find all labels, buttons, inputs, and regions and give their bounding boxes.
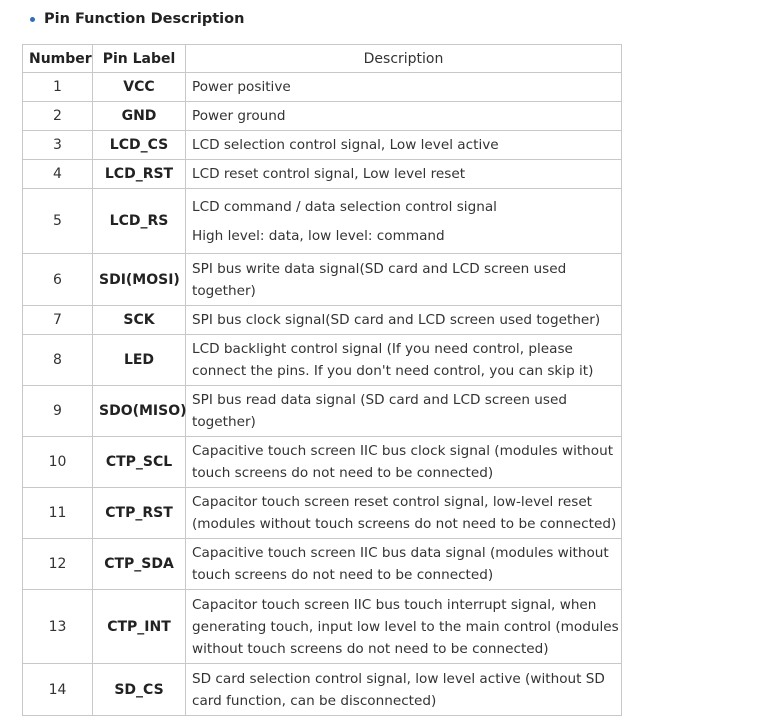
pin-label: LCD_RS: [93, 189, 186, 254]
pin-label: VCC: [93, 73, 186, 102]
header-number: Number: [23, 45, 93, 73]
pin-number: 1: [23, 73, 93, 102]
header-pin-label: Pin Label: [93, 45, 186, 73]
description-line: SPI bus write data signal(SD card and LCD screen used: [192, 260, 567, 277]
pin-label: LCD_RST: [93, 160, 186, 189]
pin-description: [186, 664, 622, 716]
header-description: Description: [186, 45, 622, 73]
pin-number: 8: [23, 335, 93, 386]
pin-number: 4: [23, 160, 93, 189]
pin-number: 6: [23, 254, 93, 306]
section-heading: [30, 8, 244, 30]
pin-description: [186, 131, 622, 160]
description-line: Power ground: [192, 108, 286, 124]
description-line: card function, can be disconnected): [192, 692, 437, 709]
pin-label: GND: [93, 102, 186, 131]
table-row: [23, 386, 622, 437]
description-line: SPI bus read data signal (SD card and LCD screen used: [192, 392, 567, 408]
table-row: [23, 160, 622, 189]
pin-number: 7: [23, 306, 93, 335]
description-line: together): [192, 282, 256, 299]
table-row: [23, 131, 622, 160]
pin-number: 11: [23, 488, 93, 539]
pin-number: 9: [23, 386, 93, 437]
description-line: connect the pins. If you don't need control, you can skip it): [192, 363, 594, 379]
table-row: [23, 335, 622, 386]
pin-description: [186, 335, 622, 386]
table-body: [23, 73, 622, 716]
pin-label: CTP_SCL: [93, 437, 186, 488]
pin-label: CTP_INT: [93, 590, 186, 664]
description-line: together): [192, 414, 256, 430]
table-row: [23, 306, 622, 335]
pin-function-table: [22, 44, 622, 716]
description-line: LCD backlight control signal (If you need control, please: [192, 341, 573, 357]
pin-description: [186, 488, 622, 539]
description-line: without touch screens do not need to be connected): [192, 640, 549, 657]
pin-label: SDO(MISO): [93, 386, 186, 437]
table-row: [23, 488, 622, 539]
pin-label: LED: [93, 335, 186, 386]
table-header-row: [23, 45, 622, 73]
pin-number: 12: [23, 539, 93, 590]
pin-description: [186, 73, 622, 102]
pin-number: 14: [23, 664, 93, 716]
description-line: LCD selection control signal, Low level active: [192, 137, 499, 153]
description-line: SPI bus clock signal(SD card and LCD screen used together): [192, 312, 601, 328]
pin-description: [186, 102, 622, 131]
table-row: [23, 539, 622, 590]
pin-description: [186, 189, 622, 254]
description-line: LCD reset control signal, Low level reset: [192, 166, 466, 182]
description-line: Capacitive touch screen IIC bus data signal (modules without: [192, 545, 609, 561]
pin-description: [186, 254, 622, 306]
pin-description: [186, 539, 622, 590]
pin-label: CTP_SDA: [93, 539, 186, 590]
table-row: [23, 664, 622, 716]
table-row: [23, 590, 622, 664]
pin-label: SDI(MOSI): [93, 254, 186, 306]
pin-number: 13: [23, 590, 93, 664]
description-line: touch screens do not need to be connected): [192, 465, 494, 481]
description-line: Power positive: [192, 79, 291, 95]
table-row: [23, 102, 622, 131]
description-line: (modules without touch screens do not need to be connected): [192, 516, 617, 532]
section-title: Pin Function Description: [44, 11, 245, 27]
pin-number: 10: [23, 437, 93, 488]
description-line: Capacitor touch screen IIC bus touch interrupt signal, when: [192, 596, 597, 613]
pin-description: [186, 437, 622, 488]
table-row: [23, 73, 622, 102]
bullet-icon: [30, 17, 35, 22]
pin-label: LCD_CS: [93, 131, 186, 160]
description-line: Capacitive touch screen IIC bus clock signal (modules without: [192, 443, 614, 459]
table-row: [23, 437, 622, 488]
pin-label: SD_CS: [93, 664, 186, 716]
description-line: SD card selection control signal, low level active (without SD: [192, 670, 605, 687]
pin-description: [186, 160, 622, 189]
description-line: Capacitor touch screen reset control signal, low-level reset: [192, 494, 593, 510]
table-row: [23, 189, 622, 254]
description-line: High level: data, low level: command: [192, 227, 445, 244]
pin-description: [186, 590, 622, 664]
description-line: LCD command / data selection control signal: [192, 198, 497, 215]
table-row: [23, 254, 622, 306]
pin-label: CTP_RST: [93, 488, 186, 539]
pin-description: [186, 306, 622, 335]
pin-number: 3: [23, 131, 93, 160]
pin-number: 2: [23, 102, 93, 131]
description-line: touch screens do not need to be connected): [192, 567, 494, 583]
description-line: generating touch, input low level to the main control (modules: [192, 618, 619, 635]
pin-label: SCK: [93, 306, 186, 335]
pin-number: 5: [23, 189, 93, 254]
pin-description: [186, 386, 622, 437]
